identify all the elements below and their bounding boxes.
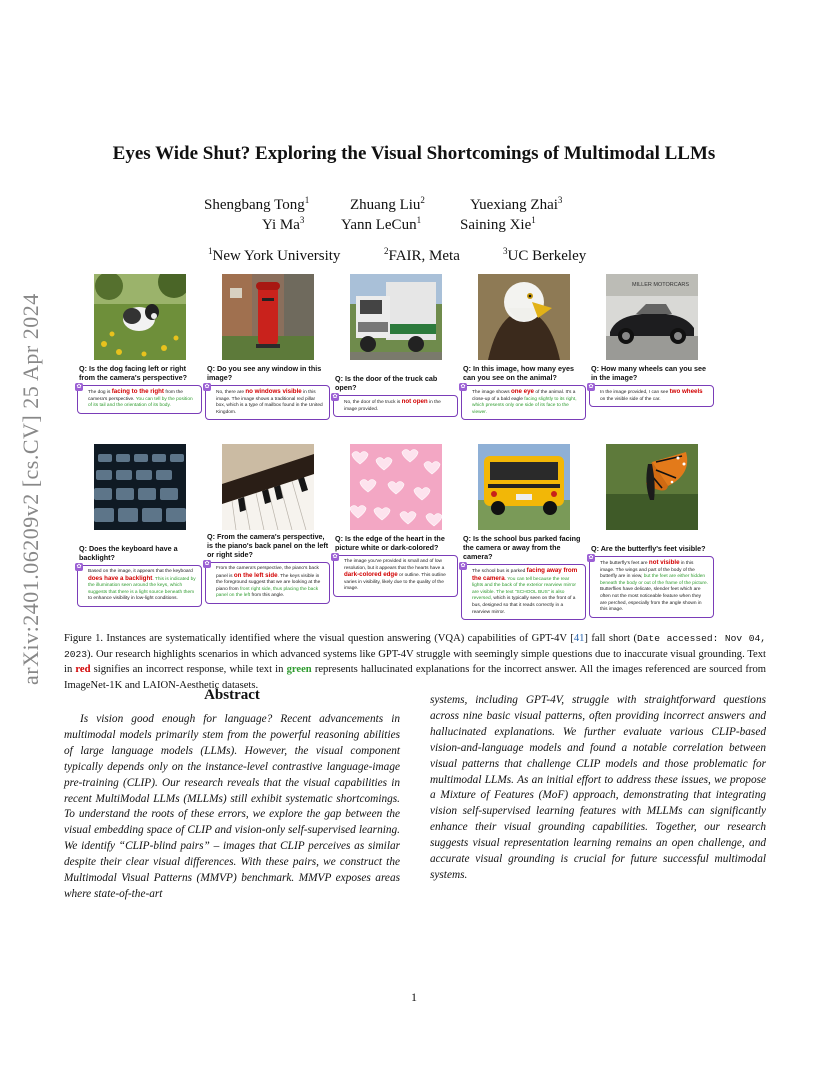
figure-panel-piano (205, 444, 330, 604)
text-segment: . (504, 576, 508, 582)
figure-panel-hearts (333, 444, 458, 597)
figure-panel-butterfly (589, 444, 714, 618)
text-segment: which is typically seen on the front of a bus, designed so that it reads correctly in a rearview mirror. (472, 596, 576, 615)
answer-text (600, 561, 708, 612)
piano-photo (222, 444, 314, 530)
answer-text (600, 390, 703, 402)
text-segment: 41 (573, 633, 585, 644)
abstract-right-column: systems, including GPT-4V, struggle with straightforward questions across nine basic visual patterns, often providing incorrect answers and hallucinated explanations. We further evaluate various CLIP-based vision-and-language models and found a notable correlation between visual patterns that challenge CLIP models and those problematic for multimodal LLMs. As an initial effort to address these issues, we propose a Mixture of Features (MoF) approach, demonstrating that integrating vision self-supervised learning features with MLLMs can significantly enhance their visual grounding capabilities. Together, our research suggests visual representation learning remains an open challenge, and accurate visual grounding is crucial for future successful multimodal systems. (430, 694, 766, 881)
page-number: 1 (411, 990, 417, 1004)
answer-text (88, 569, 196, 601)
text-segment: facing away from the camera (472, 567, 578, 582)
answer-text (344, 400, 441, 412)
text-segment: No, the door of the truck is (344, 400, 402, 405)
answer-text (88, 390, 193, 408)
answer-text (216, 390, 323, 415)
affiliation: $^1$New York University (208, 246, 341, 264)
text-segment: or outline. This outline varies in visibility, likely due to the quality of the image. (344, 573, 446, 592)
panel-question: Q: Is the dog facing left or right from the camera's perspective? (79, 364, 187, 382)
figure-caption (64, 631, 766, 693)
figure-panel-bus (461, 444, 586, 620)
panel-answer (205, 385, 330, 420)
author: Yuexiang Zhai$^3$ (470, 195, 563, 213)
text-segment: one eye (510, 388, 534, 395)
author: Shengbang Tong$^1$ (204, 195, 310, 213)
text-segment: represents hallucinated explanations for the incorrect answer. All the images referenced are sourced from ImageNet-1K and LAION-Aesthetic datasets. (64, 664, 766, 691)
gpt-icon: ✿ (460, 384, 466, 390)
text-segment: two wheels (669, 388, 703, 395)
text-segment: This is indicated by the illumination seen around the keys, which suggests that there is a light source beneath them (88, 576, 196, 595)
answer-text (344, 559, 446, 591)
car-sign: MILLER MOTORCARS (631, 282, 689, 288)
mailbox-photo (222, 274, 314, 360)
text-segment: In the image provided, I can see (600, 390, 670, 395)
abstract-left-column: Is vision good enough for language? Recent advancements in multimodal models primarily stem from the powerful reasoning abilities of large language models (LLMs). However, the visual component typically depends only on the instance-level contrastive language-image pre-training (CLIP). Our research reveals that the visual capabilities in recent MultiModal LLMs (MLLMs) still exhibit systematic shortcomings. To understand the roots of these errors, we explore the gap between the visual embedding space of CLIP and vision-only self-supervised learning. We identify “CLIP-blind pairs” – images that CLIP perceives as similar despite their clear visual differences. With these pairs, we construct the Multimodal Visual Patterns (MMVP) benchmark. MMVP exposes areas where state-of-the-art (64, 713, 400, 900)
text-segment: ] fall short ( (584, 633, 638, 644)
paper-title: Eyes Wide Shut? Exploring the Visual Shortcomings of Multimodal LLMs (112, 143, 716, 164)
answer-text (472, 390, 577, 415)
panel-question: Q: Is the school bus parked facing the camera or away from the camera? (463, 534, 581, 561)
panel-answer (77, 385, 202, 414)
gpt-icon: ✿ (332, 554, 338, 560)
panel-answer (461, 564, 586, 620)
text-segment: facing slightly to its right, which presents only one side of its face to the viewer. (472, 396, 577, 415)
affiliation: $^2$FAIR, Meta (384, 246, 460, 264)
text-segment: from the camera's perspective. (88, 390, 183, 402)
figure-panel-keyboard (77, 444, 202, 607)
text-segment: not visible (648, 559, 680, 566)
panel-question: Q: How many wheels can you see in the image? (591, 364, 707, 382)
panel-question: Q: In this image, how many eyes can you see on the animal? (463, 364, 575, 382)
panel-question: Q: Is the door of the truck cab open? (335, 374, 438, 392)
text-segment: No, there are (216, 390, 246, 395)
text-segment: The dog is (88, 390, 112, 395)
car-photo (606, 274, 698, 360)
gpt-icon: ✿ (76, 384, 82, 390)
text-segment: red (75, 664, 91, 675)
panel-question: Q: Do you see any window in this image? (207, 364, 322, 382)
hearts-pattern (350, 444, 442, 530)
gpt-icon: ✿ (588, 555, 594, 561)
text-segment: on the visible side of the car. (600, 396, 661, 402)
panel-answer (589, 556, 714, 618)
figure-panel-car (589, 274, 714, 407)
text-segment: You can tell because the rear lights and the back of the exterior rearview mirror are visible. The text "SCHOOL BUS" is also reversed, (472, 576, 576, 602)
panel-answer (333, 395, 458, 417)
text-segment: in this image. The image shows a traditional red pillar box, which is a type of mailbox found in the United Kingdom. (216, 390, 323, 415)
affiliation: $^3$UC Berkeley (503, 246, 587, 264)
panel-question: Q: Is the edge of the heart in the picture white or dark-colored? (335, 534, 445, 552)
gpt-icon: ✿ (204, 561, 210, 567)
text-segment: on the left side (233, 571, 278, 579)
text-segment: in this image. The wings and part of the body of the butterfly are in view, (600, 561, 695, 580)
text-segment: does have a backlight (88, 574, 153, 582)
text-segment: The school bus is parked (472, 569, 527, 574)
author: Saining Xie$^1$ (460, 215, 536, 233)
text-segment: The image you've provided is small and of low resolution, but it appears that the hearts have a (344, 559, 445, 571)
school-bus-photo (478, 444, 570, 530)
text-segment: From the camera's perspective, the piano's back panel is (216, 566, 319, 579)
text-segment: in the image provided. (344, 400, 441, 412)
text-segment: signifies an incorrect response, while text in (90, 664, 287, 675)
abstract-heading: Abstract (204, 687, 260, 703)
text-segment: . (152, 576, 155, 582)
panel-question: Q: From the camera's perspective, is the piano's back panel on the left or right side? (207, 532, 329, 559)
text-segment: Figure 1. Instances are systematically identified where the visual question answering (VQA) capabilities of GPT-4V [ (64, 633, 574, 644)
text-segment: of the animal. It's a close-up of a bald eagle (472, 390, 576, 402)
text-segment: no windows visible (245, 388, 302, 395)
text-segment: front right side, thus placing the back panel on the left (216, 586, 319, 599)
panel-answer (461, 385, 586, 420)
panel-answer (205, 562, 330, 604)
arxiv-stamp: arXiv:2401.06209v2 [cs.CV] 25 Apr 2024 (18, 293, 43, 685)
gpt-icon: ✿ (588, 384, 594, 390)
gpt-icon: ✿ (460, 563, 466, 569)
truck-photo (350, 274, 442, 360)
eagle-photo (478, 274, 570, 360)
text-segment: Based on the image, it appears that the keyboard (88, 569, 193, 574)
text-segment: not open (401, 398, 428, 405)
text-segment: The image shows (472, 390, 511, 395)
text-segment: ). Our research highlights scenarios in which advanced systems like GPT-4V struggle with seemingly simple questions due to inaccurate visual grounding. Text in (64, 648, 766, 675)
text-segment: Butterflies have delicate, slender feet which are often not the most noticeable feature when they are perched, especially from the angle shown in this image. (600, 587, 702, 613)
panel-answer (589, 385, 714, 407)
answer-text (216, 566, 320, 598)
text-segment: from this angle. (250, 593, 285, 599)
text-segment: but the feet are either hidden beneath the body or out of the frame of the picture. (600, 574, 709, 586)
dog-photo (94, 274, 186, 360)
text-segment: The butterfly's feet are (600, 561, 649, 566)
author: Yann LeCun$^1$ (341, 215, 422, 233)
text-segment: You can tell by the position of its tail and the orientation of its body. (88, 396, 193, 409)
text-segment: to enhance visibility in low-light conditions. (88, 596, 178, 602)
text-segment: facing to the right (111, 388, 164, 395)
gpt-icon: ✿ (76, 564, 82, 570)
text-segment: dark-colored edge (344, 571, 398, 579)
text-segment: Date accessed: Nov 04, 2023 (64, 633, 766, 660)
figure-panel-eagle (461, 274, 586, 420)
panel-question: Q: Are the butterfly's feet visible? (591, 544, 706, 553)
panel-answer (333, 555, 458, 597)
text-segment: . The keys visible in the foreground suggest that we are looking at the piano from (216, 573, 321, 592)
text-segment: green (286, 664, 312, 675)
keyboard-photo (94, 444, 186, 530)
figure-panel-truck (333, 274, 458, 417)
gpt-icon: ✿ (204, 384, 210, 390)
butterfly-photo (606, 444, 698, 530)
author: Zhuang Liu$^2$ (350, 195, 425, 213)
gpt-icon: ✿ (332, 394, 338, 400)
figure-panel-dog (77, 274, 202, 414)
panel-answer (77, 565, 202, 607)
author: Yi Ma$^3$ (262, 215, 305, 233)
figure-panel-mailbox (205, 274, 330, 420)
panel-question: Q: Does the keyboard have a backlight? (79, 544, 178, 562)
answer-text (472, 569, 577, 615)
